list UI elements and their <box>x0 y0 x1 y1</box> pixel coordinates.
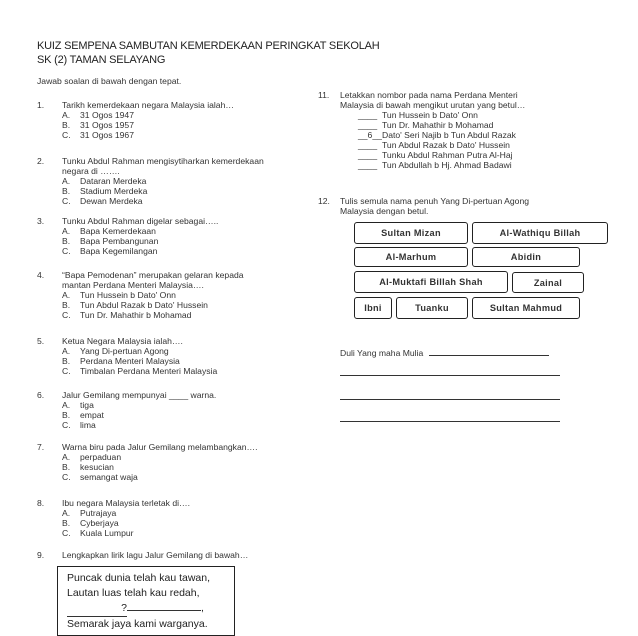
q2-option-letter[interactable]: B. <box>62 186 71 196</box>
q6-option-letter[interactable]: B. <box>62 410 71 420</box>
q5-option-text[interactable]: Timbalan Perdana Menteri Malaysia <box>80 366 218 376</box>
q1-option-text[interactable]: 31 Ogos 1957 <box>80 120 134 130</box>
q7-text: Warna biru pada Jalur Gemilang melambangkan…. <box>62 442 258 452</box>
q3-option-text[interactable]: Bapa Kemerdekaan <box>80 226 156 236</box>
q6-option-text[interactable]: lima <box>80 420 96 430</box>
q1-option-letter[interactable]: A. <box>62 110 71 120</box>
word-al-wathiqu-billah: Al-Wathiqu Billah <box>472 222 608 244</box>
q8-option-letter[interactable]: C. <box>62 528 71 538</box>
q8-option-text[interactable]: Kuala Lumpur <box>80 528 134 538</box>
word-sultan-mizan: Sultan Mizan <box>354 222 468 244</box>
q6-option-letter[interactable]: A. <box>62 400 71 410</box>
q7-number: 7. <box>37 442 45 452</box>
q2-option-text[interactable]: Stadium Merdeka <box>80 186 148 196</box>
school-name: SK (2) TAMAN SELAYANG <box>37 54 166 66</box>
q1-number: 1. <box>37 100 45 110</box>
q11-blank[interactable]: ____ <box>358 110 378 120</box>
q11-blank[interactable]: ____ <box>358 120 378 130</box>
word-al-muktafi-billah-shah: Al-Muktafi Billah Shah <box>354 271 508 293</box>
q5-number: 5. <box>37 336 45 346</box>
q7-option-text[interactable]: kesucian <box>80 462 114 472</box>
q4-number: 4. <box>37 270 45 280</box>
q11-blank[interactable]: ____ <box>358 140 378 150</box>
q7-option-letter[interactable]: C. <box>62 472 71 482</box>
q6-option-text[interactable]: tiga <box>80 400 94 410</box>
q6-text: Jalur Gemilang mempunyai ____ warna. <box>62 390 217 400</box>
q12-answer-line-2[interactable] <box>340 366 560 376</box>
q11-blank[interactable]: __6__ <box>358 130 382 140</box>
lyric-box <box>57 566 235 636</box>
q3-number: 3. <box>37 216 45 226</box>
q8-option-letter[interactable]: A. <box>62 508 71 518</box>
word-abidin: Abidin <box>472 247 580 267</box>
q12-answer-line-3[interactable] <box>340 390 560 400</box>
q3-option-text[interactable]: Bapa Pembangunan <box>80 236 159 246</box>
q4-option-letter[interactable]: C. <box>62 310 71 320</box>
word-ibni: Ibni <box>354 297 392 319</box>
q12-answer-line-1[interactable] <box>340 348 549 358</box>
q11-number: 11. <box>318 90 330 100</box>
q8-text: Ibu negara Malaysia terletak di…. <box>62 498 191 508</box>
lyric-blank-line[interactable] <box>67 601 234 617</box>
q11-blank[interactable]: ____ <box>358 160 378 170</box>
q6-option-text[interactable]: empat <box>80 410 104 420</box>
q4-option-text[interactable]: Tun Hussein b Dato' Onn <box>80 290 176 300</box>
q11-pm-name: Tun Dr. Mahathir b Mohamad <box>382 120 494 130</box>
q8-option-text[interactable]: Cyberjaya <box>80 518 119 528</box>
q5-option-letter[interactable]: A. <box>62 346 71 356</box>
q4-option-letter[interactable]: A. <box>62 290 71 300</box>
word-al-marhum: Al-Marhum <box>354 247 468 267</box>
q11-pm-name: Tunku Abdul Rahman Putra Al-Haj <box>382 150 513 160</box>
lyric-blank-comma: , <box>201 602 204 614</box>
q11-pm-name: Tun Abdul Razak b Dato' Hussein <box>382 140 510 150</box>
q5-option-text[interactable]: Perdana Menteri Malaysia <box>80 356 180 366</box>
q3-option-letter[interactable]: A. <box>62 226 71 236</box>
q2-option-text[interactable]: Dewan Merdeka <box>80 196 143 206</box>
q2-text: Tunku Abdul Rahman mengisytiharkan kemerdekaan <box>62 156 264 166</box>
q2-option-text[interactable]: Dataran Merdeka <box>80 176 147 186</box>
q11-pm-name: Tun Abdullah b Hj. Ahmad Badawi <box>382 160 512 170</box>
q4-option-text[interactable]: Tun Dr. Mahathir b Mohamad <box>80 310 192 320</box>
lyric-blank-mark: ? <box>67 601 127 617</box>
q8-option-text[interactable]: Putrajaya <box>80 508 117 518</box>
q2-text: negara di ……. <box>62 166 120 176</box>
q1-option-text[interactable]: 31 Ogos 1947 <box>80 110 134 120</box>
q4-option-letter[interactable]: B. <box>62 300 71 310</box>
q6-number: 6. <box>37 390 45 400</box>
q11-pm-name: Tun Hussein b Dato' Onn <box>382 110 478 120</box>
q7-option-text[interactable]: semangat waja <box>80 472 138 482</box>
q12-text-1: Tulis semula nama penuh Yang Di-pertuan Agong <box>340 196 530 206</box>
q7-option-letter[interactable]: A. <box>62 452 71 462</box>
q11-pm-name: Dato' Seri Najib b Tun Abdul Razak <box>382 130 516 140</box>
q11-text-1: Letakkan nombor pada nama Perdana Menteri <box>340 90 518 100</box>
q8-number: 8. <box>37 498 45 508</box>
q3-option-text[interactable]: Bapa Kegemilangan <box>80 246 158 256</box>
q4-option-text[interactable]: Tun Abdul Razak b Dato' Hussein <box>80 300 208 310</box>
q5-option-letter[interactable]: B. <box>62 356 71 366</box>
q1-option-letter[interactable]: C. <box>62 130 71 140</box>
q7-option-text[interactable]: perpaduan <box>80 452 122 462</box>
q2-number: 2. <box>37 156 45 166</box>
q3-text: Tunku Abdul Rahman digelar sebagai….. <box>62 216 219 226</box>
word-tuanku: Tuanku <box>396 297 468 319</box>
q11-text-2: Malaysia di bawah mengikut urutan yang betul… <box>340 100 526 110</box>
q9-number: 9. <box>37 550 45 560</box>
q5-text: Ketua Negara Malaysia ialah…. <box>62 336 183 346</box>
instruction: Jawab soalan di bawah dengan tepat. <box>37 76 182 86</box>
q2-option-letter[interactable]: C. <box>62 196 71 206</box>
q12-answer-prefix: Duli Yang maha Mulia <box>340 348 424 358</box>
q2-option-letter[interactable]: A. <box>62 176 71 186</box>
q1-option-text[interactable]: 31 Ogos 1967 <box>80 130 134 140</box>
q4-text: “Bapa Pemodenan” merupakan gelaran kepada <box>62 270 244 280</box>
quiz-title: KUIZ SEMPENA SAMBUTAN KEMERDEKAAN PERINGKAT SEKOLAH <box>37 40 380 52</box>
q4-text: mantan Perdana Menteri Malaysia…. <box>62 280 204 290</box>
q9-text: Lengkapkan lirik lagu Jalur Gemilang di bawah… <box>62 550 249 560</box>
q7-option-letter[interactable]: B. <box>62 462 71 472</box>
q5-option-letter[interactable]: C. <box>62 366 71 376</box>
word-zainal: Zainal <box>512 272 584 293</box>
word-sultan-mahmud: Sultan Mahmud <box>472 297 580 319</box>
q3-option-letter[interactable]: B. <box>62 236 71 246</box>
lyric-line-4: Semarak jaya kami warganya. <box>67 618 208 630</box>
q8-option-letter[interactable]: B. <box>62 518 71 528</box>
q12-answer-line-4[interactable] <box>340 412 560 422</box>
q12-text-2: Malaysia dengan betul. <box>340 206 429 216</box>
q12-number: 12. <box>318 196 330 206</box>
q6-option-letter[interactable]: C. <box>62 420 71 430</box>
q11-blank[interactable]: ____ <box>358 150 378 160</box>
q5-option-text[interactable]: Yang Di-pertuan Agong <box>80 346 169 356</box>
lyric-line-2: Lautan luas telah kau redah, <box>67 587 200 599</box>
q3-option-letter[interactable]: C. <box>62 246 71 256</box>
q1-text: Tarikh kemerdekaan negara Malaysia ialah… <box>62 100 234 110</box>
lyric-line-1: Puncak dunia telah kau tawan, <box>67 572 211 584</box>
q1-option-letter[interactable]: B. <box>62 120 71 130</box>
